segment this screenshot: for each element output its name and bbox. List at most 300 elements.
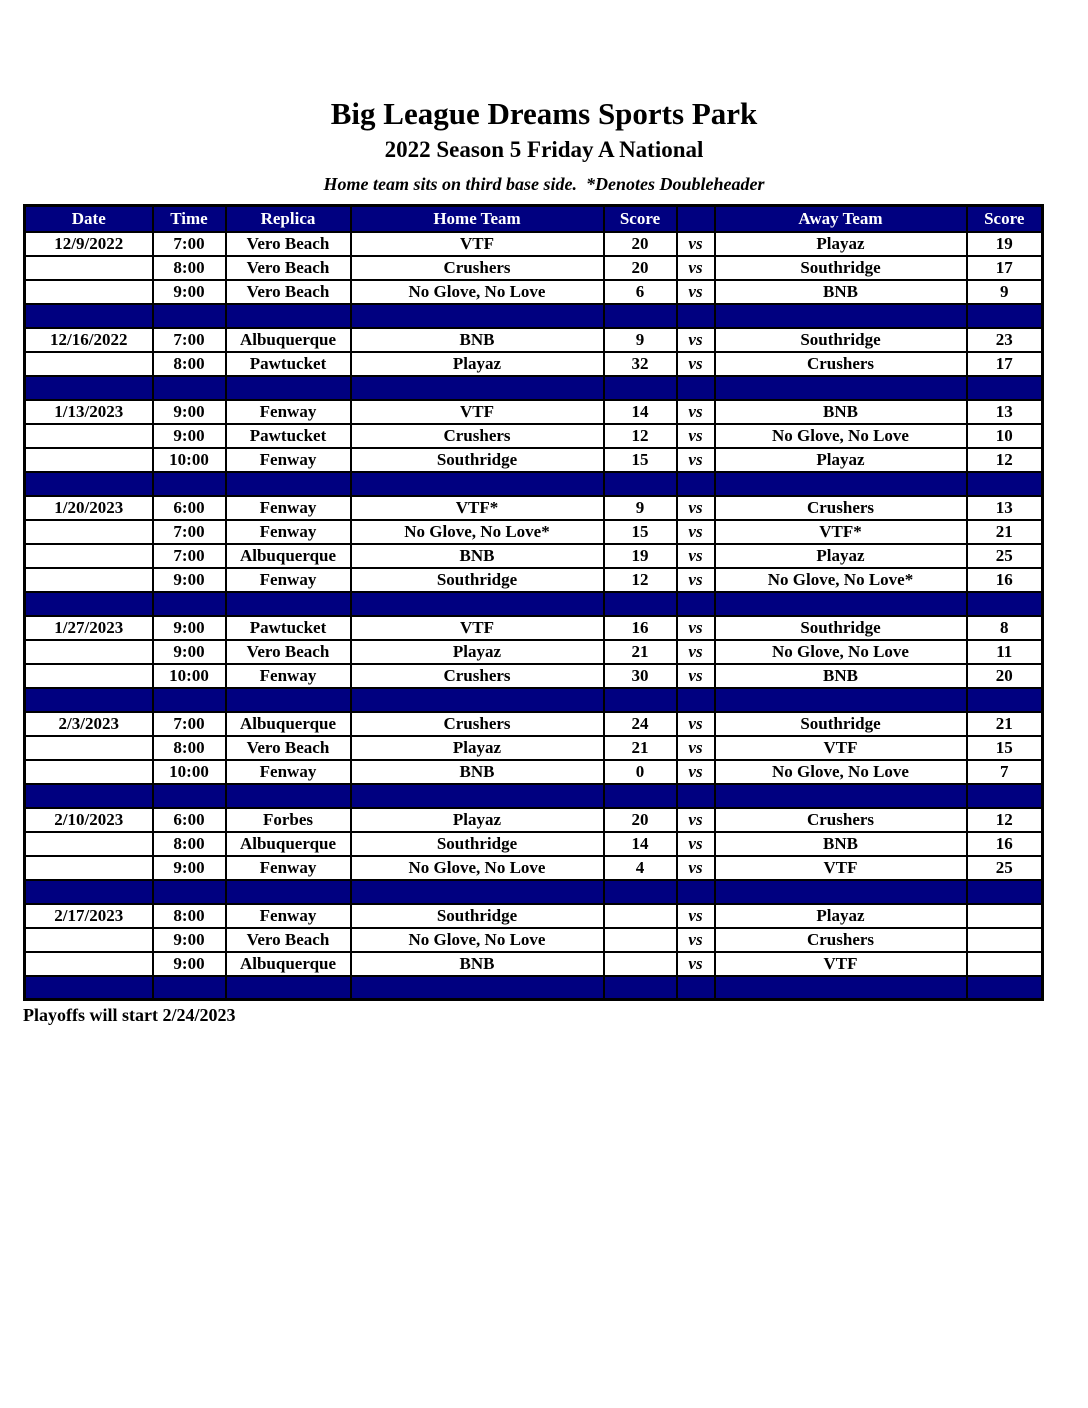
date-cell	[25, 640, 153, 664]
separator-cell	[25, 592, 153, 616]
home-score-cell: 12	[604, 568, 677, 592]
away-score-cell: 12	[967, 808, 1043, 832]
vs-cell: vs	[677, 280, 715, 304]
separator-row	[25, 376, 1043, 400]
away-team-cell: Southridge	[715, 256, 967, 280]
schedule-table	[23, 204, 1044, 1001]
replica-cell: Forbes	[226, 808, 351, 832]
separator-cell	[226, 784, 351, 808]
home-team-cell: No Glove, No Love	[351, 928, 604, 952]
away-score-cell	[967, 952, 1043, 976]
table-row	[25, 256, 1043, 280]
away-score-cell: 17	[967, 256, 1043, 280]
away-score-cell: 20	[967, 664, 1043, 688]
home-team-cell: Crushers	[351, 256, 604, 280]
separator-cell	[25, 304, 153, 328]
time-cell: 9:00	[153, 568, 226, 592]
home-team-cell: Crushers	[351, 424, 604, 448]
vs-cell: vs	[677, 568, 715, 592]
home-team-cell: Southridge	[351, 448, 604, 472]
home-team-cell: Southridge	[351, 568, 604, 592]
home-score-cell: 32	[604, 352, 677, 376]
time-cell: 10:00	[153, 664, 226, 688]
time-cell: 6:00	[153, 808, 226, 832]
date-cell: 2/17/2023	[25, 904, 153, 928]
separator-row	[25, 784, 1043, 808]
date-cell	[25, 520, 153, 544]
date-cell: 2/3/2023	[25, 712, 153, 736]
vs-cell: vs	[677, 496, 715, 520]
separator-row	[25, 880, 1043, 904]
vs-cell: vs	[677, 904, 715, 928]
replica-cell: Albuquerque	[226, 544, 351, 568]
away-team-cell: Playaz	[715, 904, 967, 928]
date-cell: 1/27/2023	[25, 616, 153, 640]
page-subtitle: 2022 Season 5 Friday A National	[384, 137, 704, 162]
date-cell	[25, 448, 153, 472]
home-team-cell: BNB	[351, 544, 604, 568]
separator-cell	[226, 304, 351, 328]
replica-cell: Albuquerque	[226, 952, 351, 976]
table-row	[25, 352, 1043, 376]
header-home-team: Home Team	[351, 206, 604, 232]
time-cell: 8:00	[153, 904, 226, 928]
away-score-cell: 16	[967, 568, 1043, 592]
replica-cell: Albuquerque	[226, 832, 351, 856]
table-row	[25, 952, 1043, 976]
separator-cell	[226, 376, 351, 400]
separator-cell	[715, 304, 967, 328]
date-cell: 12/16/2022	[25, 328, 153, 352]
replica-cell: Albuquerque	[226, 328, 351, 352]
header-away-score: Score	[967, 206, 1043, 232]
separator-cell	[351, 976, 604, 1000]
away-score-cell: 17	[967, 352, 1043, 376]
separator-cell	[677, 376, 715, 400]
date-cell	[25, 544, 153, 568]
away-score-cell: 16	[967, 832, 1043, 856]
away-score-cell: 13	[967, 400, 1043, 424]
home-team-cell: VTF	[351, 616, 604, 640]
time-cell: 8:00	[153, 736, 226, 760]
home-team-cell: Crushers	[351, 664, 604, 688]
time-cell: 9:00	[153, 640, 226, 664]
table-row	[25, 616, 1043, 640]
replica-cell: Vero Beach	[226, 928, 351, 952]
vs-cell: vs	[677, 544, 715, 568]
time-cell: 9:00	[153, 928, 226, 952]
table-row	[25, 424, 1043, 448]
table-row	[25, 544, 1043, 568]
separator-cell	[715, 472, 967, 496]
away-team-cell: VTF	[715, 736, 967, 760]
home-score-cell	[604, 952, 677, 976]
away-score-cell: 13	[967, 496, 1043, 520]
away-team-cell: No Glove, No Love	[715, 760, 967, 784]
separator-cell	[351, 592, 604, 616]
away-score-cell	[967, 904, 1043, 928]
home-score-cell: 21	[604, 736, 677, 760]
separator-cell	[351, 304, 604, 328]
header-vs	[677, 206, 715, 232]
time-cell: 8:00	[153, 352, 226, 376]
separator-cell	[715, 688, 967, 712]
separator-cell	[967, 880, 1043, 904]
header-away-team: Away Team	[715, 206, 967, 232]
separator-cell	[25, 880, 153, 904]
time-cell: 7:00	[153, 328, 226, 352]
away-team-cell: BNB	[715, 664, 967, 688]
vs-cell: vs	[677, 736, 715, 760]
table-row	[25, 808, 1043, 832]
vs-cell: vs	[677, 400, 715, 424]
date-cell	[25, 928, 153, 952]
separator-cell	[153, 472, 226, 496]
time-cell: 8:00	[153, 256, 226, 280]
date-cell	[25, 424, 153, 448]
separator-cell	[226, 976, 351, 1000]
replica-cell: Fenway	[226, 400, 351, 424]
replica-cell: Fenway	[226, 904, 351, 928]
vs-cell: vs	[677, 664, 715, 688]
replica-cell: Vero Beach	[226, 256, 351, 280]
vs-cell: vs	[677, 760, 715, 784]
replica-cell: Fenway	[226, 856, 351, 880]
separator-cell	[967, 688, 1043, 712]
away-team-cell: Playaz	[715, 232, 967, 256]
page-title: Big League Dreams Sports Park	[330, 96, 758, 131]
separator-cell	[25, 376, 153, 400]
home-score-cell: 9	[604, 328, 677, 352]
home-score-cell: 21	[604, 640, 677, 664]
vs-cell: vs	[677, 232, 715, 256]
replica-cell: Pawtucket	[226, 616, 351, 640]
replica-cell: Fenway	[226, 448, 351, 472]
date-cell: 1/20/2023	[25, 496, 153, 520]
home-team-cell: Southridge	[351, 904, 604, 928]
away-team-cell: VTF*	[715, 520, 967, 544]
time-cell: 9:00	[153, 280, 226, 304]
header-date: Date	[25, 206, 153, 232]
date-cell: 2/10/2023	[25, 808, 153, 832]
home-score-cell: 20	[604, 256, 677, 280]
away-score-cell: 23	[967, 328, 1043, 352]
date-cell	[25, 352, 153, 376]
separator-cell	[604, 976, 677, 1000]
table-row	[25, 280, 1043, 304]
away-team-cell: BNB	[715, 280, 967, 304]
vs-cell: vs	[677, 328, 715, 352]
separator-cell	[677, 976, 715, 1000]
separator-cell	[604, 784, 677, 808]
date-cell	[25, 952, 153, 976]
separator-cell	[25, 976, 153, 1000]
away-score-cell: 12	[967, 448, 1043, 472]
separator-cell	[226, 472, 351, 496]
separator-cell	[153, 376, 226, 400]
home-team-cell: Playaz	[351, 736, 604, 760]
home-score-cell: 16	[604, 616, 677, 640]
separator-cell	[153, 976, 226, 1000]
separator-cell	[153, 784, 226, 808]
time-cell: 7:00	[153, 520, 226, 544]
replica-cell: Vero Beach	[226, 736, 351, 760]
home-score-cell: 14	[604, 832, 677, 856]
home-score-cell: 20	[604, 232, 677, 256]
table-row	[25, 520, 1043, 544]
separator-cell	[351, 880, 604, 904]
home-team-cell: BNB	[351, 760, 604, 784]
away-score-cell: 25	[967, 856, 1043, 880]
separator-cell	[967, 592, 1043, 616]
away-team-cell: VTF	[715, 952, 967, 976]
home-team-cell: VTF*	[351, 496, 604, 520]
home-score-cell: 6	[604, 280, 677, 304]
time-cell: 6:00	[153, 496, 226, 520]
time-cell: 9:00	[153, 400, 226, 424]
separator-cell	[967, 304, 1043, 328]
separator-cell	[351, 784, 604, 808]
time-cell: 7:00	[153, 712, 226, 736]
separator-cell	[677, 304, 715, 328]
time-cell: 10:00	[153, 760, 226, 784]
vs-cell: vs	[677, 640, 715, 664]
vs-cell: vs	[677, 856, 715, 880]
table-row	[25, 568, 1043, 592]
separator-cell	[25, 472, 153, 496]
separator-cell	[226, 592, 351, 616]
vs-cell: vs	[677, 352, 715, 376]
separator-cell	[153, 880, 226, 904]
separator-row	[25, 304, 1043, 328]
away-team-cell: Playaz	[715, 448, 967, 472]
home-score-cell: 19	[604, 544, 677, 568]
date-cell	[25, 664, 153, 688]
separator-cell	[715, 880, 967, 904]
replica-cell: Vero Beach	[226, 640, 351, 664]
separator-cell	[715, 784, 967, 808]
home-score-cell: 30	[604, 664, 677, 688]
home-team-cell: Crushers	[351, 712, 604, 736]
away-score-cell: 9	[967, 280, 1043, 304]
home-team-cell: No Glove, No Love	[351, 280, 604, 304]
away-team-cell: Crushers	[715, 352, 967, 376]
separator-cell	[677, 592, 715, 616]
vs-cell: vs	[677, 256, 715, 280]
away-team-cell: Crushers	[715, 496, 967, 520]
table-row	[25, 400, 1043, 424]
separator-cell	[677, 880, 715, 904]
replica-cell: Pawtucket	[226, 352, 351, 376]
replica-cell: Albuquerque	[226, 712, 351, 736]
away-score-cell: 21	[967, 712, 1043, 736]
replica-cell: Pawtucket	[226, 424, 351, 448]
home-team-cell: No Glove, No Love	[351, 856, 604, 880]
replica-cell: Fenway	[226, 568, 351, 592]
separator-cell	[351, 688, 604, 712]
date-cell	[25, 736, 153, 760]
away-team-cell: No Glove, No Love	[715, 640, 967, 664]
table-row	[25, 928, 1043, 952]
home-team-cell: VTF	[351, 400, 604, 424]
vs-cell: vs	[677, 832, 715, 856]
separator-cell	[604, 592, 677, 616]
playoffs-note: Playoffs will start 2/24/2023	[23, 1005, 236, 1025]
away-score-cell: 21	[967, 520, 1043, 544]
date-cell: 1/13/2023	[25, 400, 153, 424]
home-score-cell: 14	[604, 400, 677, 424]
separator-cell	[351, 472, 604, 496]
separator-cell	[351, 376, 604, 400]
away-team-cell: BNB	[715, 400, 967, 424]
separator-cell	[153, 688, 226, 712]
vs-cell: vs	[677, 448, 715, 472]
replica-cell: Vero Beach	[226, 232, 351, 256]
separator-cell	[967, 784, 1043, 808]
time-cell: 9:00	[153, 616, 226, 640]
table-row	[25, 448, 1043, 472]
separator-cell	[715, 592, 967, 616]
separator-cell	[715, 976, 967, 1000]
time-cell: 7:00	[153, 544, 226, 568]
table-row	[25, 664, 1043, 688]
separator-cell	[226, 688, 351, 712]
table-row	[25, 328, 1043, 352]
vs-cell: vs	[677, 616, 715, 640]
vs-cell: vs	[677, 952, 715, 976]
home-score-cell: 9	[604, 496, 677, 520]
home-score-cell: 0	[604, 760, 677, 784]
home-team-cell: BNB	[351, 328, 604, 352]
separator-cell	[604, 472, 677, 496]
away-team-cell: Southridge	[715, 616, 967, 640]
away-team-cell: Crushers	[715, 808, 967, 832]
replica-cell: Vero Beach	[226, 280, 351, 304]
home-team-cell: Playaz	[351, 640, 604, 664]
time-cell: 8:00	[153, 832, 226, 856]
home-team-cell: VTF	[351, 232, 604, 256]
home-score-cell: 15	[604, 520, 677, 544]
table-row	[25, 232, 1043, 256]
away-score-cell: 25	[967, 544, 1043, 568]
away-score-cell	[967, 928, 1043, 952]
away-team-cell: Southridge	[715, 328, 967, 352]
separator-cell	[677, 472, 715, 496]
header-replica: Replica	[226, 206, 351, 232]
vs-cell: vs	[677, 928, 715, 952]
header-row	[25, 206, 1043, 232]
separator-cell	[967, 976, 1043, 1000]
home-score-cell: 20	[604, 808, 677, 832]
time-cell: 9:00	[153, 856, 226, 880]
header-home-score: Score	[604, 206, 677, 232]
away-team-cell: Southridge	[715, 712, 967, 736]
home-team-cell: Southridge	[351, 832, 604, 856]
separator-row	[25, 688, 1043, 712]
page-note: Home team sits on third base side. *Denotes Doubleheader	[323, 174, 765, 194]
home-team-cell: Playaz	[351, 808, 604, 832]
table-row	[25, 712, 1043, 736]
table-row	[25, 760, 1043, 784]
separator-cell	[25, 784, 153, 808]
table-row	[25, 832, 1043, 856]
vs-cell: vs	[677, 520, 715, 544]
separator-row	[25, 592, 1043, 616]
time-cell: 10:00	[153, 448, 226, 472]
vs-cell: vs	[677, 424, 715, 448]
date-cell: 12/9/2022	[25, 232, 153, 256]
separator-cell	[604, 880, 677, 904]
home-score-cell: 12	[604, 424, 677, 448]
replica-cell: Fenway	[226, 520, 351, 544]
separator-cell	[677, 784, 715, 808]
separator-cell	[604, 376, 677, 400]
date-cell	[25, 256, 153, 280]
home-team-cell: No Glove, No Love*	[351, 520, 604, 544]
away-team-cell: No Glove, No Love*	[715, 568, 967, 592]
away-score-cell: 15	[967, 736, 1043, 760]
away-team-cell: Crushers	[715, 928, 967, 952]
separator-cell	[604, 304, 677, 328]
away-team-cell: VTF	[715, 856, 967, 880]
separator-cell	[604, 688, 677, 712]
away-team-cell: BNB	[715, 832, 967, 856]
away-score-cell: 10	[967, 424, 1043, 448]
separator-cell	[677, 688, 715, 712]
home-score-cell	[604, 904, 677, 928]
table-row	[25, 856, 1043, 880]
away-team-cell: Playaz	[715, 544, 967, 568]
header-time: Time	[153, 206, 226, 232]
table-row	[25, 640, 1043, 664]
table-row	[25, 904, 1043, 928]
away-score-cell: 7	[967, 760, 1043, 784]
away-score-cell: 19	[967, 232, 1043, 256]
separator-cell	[153, 304, 226, 328]
date-cell	[25, 280, 153, 304]
separator-row	[25, 472, 1043, 496]
separator-cell	[226, 880, 351, 904]
vs-cell: vs	[677, 808, 715, 832]
separator-row	[25, 976, 1043, 1000]
vs-cell: vs	[677, 712, 715, 736]
table-row	[25, 736, 1043, 760]
away-score-cell: 11	[967, 640, 1043, 664]
separator-cell	[153, 592, 226, 616]
home-score-cell	[604, 928, 677, 952]
time-cell: 9:00	[153, 952, 226, 976]
time-cell: 7:00	[153, 232, 226, 256]
home-score-cell: 24	[604, 712, 677, 736]
separator-cell	[967, 376, 1043, 400]
date-cell	[25, 568, 153, 592]
date-cell	[25, 760, 153, 784]
away-team-cell: No Glove, No Love	[715, 424, 967, 448]
home-team-cell: Playaz	[351, 352, 604, 376]
replica-cell: Fenway	[226, 664, 351, 688]
date-cell	[25, 832, 153, 856]
separator-cell	[25, 688, 153, 712]
date-cell	[25, 856, 153, 880]
separator-cell	[715, 376, 967, 400]
time-cell: 9:00	[153, 424, 226, 448]
home-score-cell: 15	[604, 448, 677, 472]
away-score-cell: 8	[967, 616, 1043, 640]
home-score-cell: 4	[604, 856, 677, 880]
home-team-cell: BNB	[351, 952, 604, 976]
table-row	[25, 496, 1043, 520]
replica-cell: Fenway	[226, 760, 351, 784]
